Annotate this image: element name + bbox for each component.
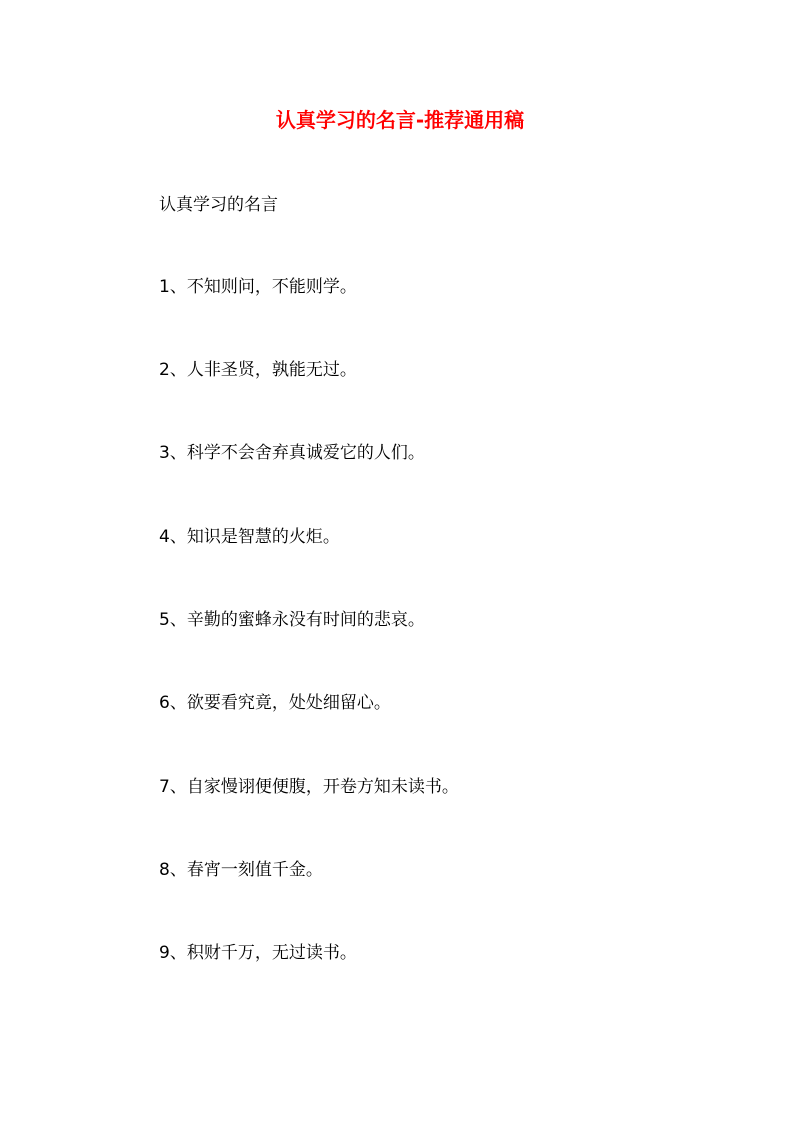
document-subtitle: 认真学习的名言 — [159, 195, 278, 215]
quote-item: 9、积财千万，无过读书。 — [159, 943, 357, 963]
document-title: 认真学习的名言-推荐通用稿 — [275, 108, 525, 132]
quote-item: 1、不知则问，不能则学。 — [159, 277, 357, 297]
quote-item: 6、欲要看究竟，处处细留心。 — [159, 693, 391, 713]
quote-item: 8、春宵一刻值千金。 — [159, 860, 323, 880]
quote-item: 3、科学不会舍弃真诚爱它的人们。 — [159, 443, 425, 463]
quote-item: 5、辛勤的蜜蜂永没有时间的悲哀。 — [159, 610, 425, 630]
quote-item: 2、人非圣贤，孰能无过。 — [159, 360, 357, 380]
quote-item: 7、自家慢诩便便腹，开卷方知未读书。 — [159, 777, 459, 797]
quote-item: 4、知识是智慧的火炬。 — [159, 527, 340, 547]
